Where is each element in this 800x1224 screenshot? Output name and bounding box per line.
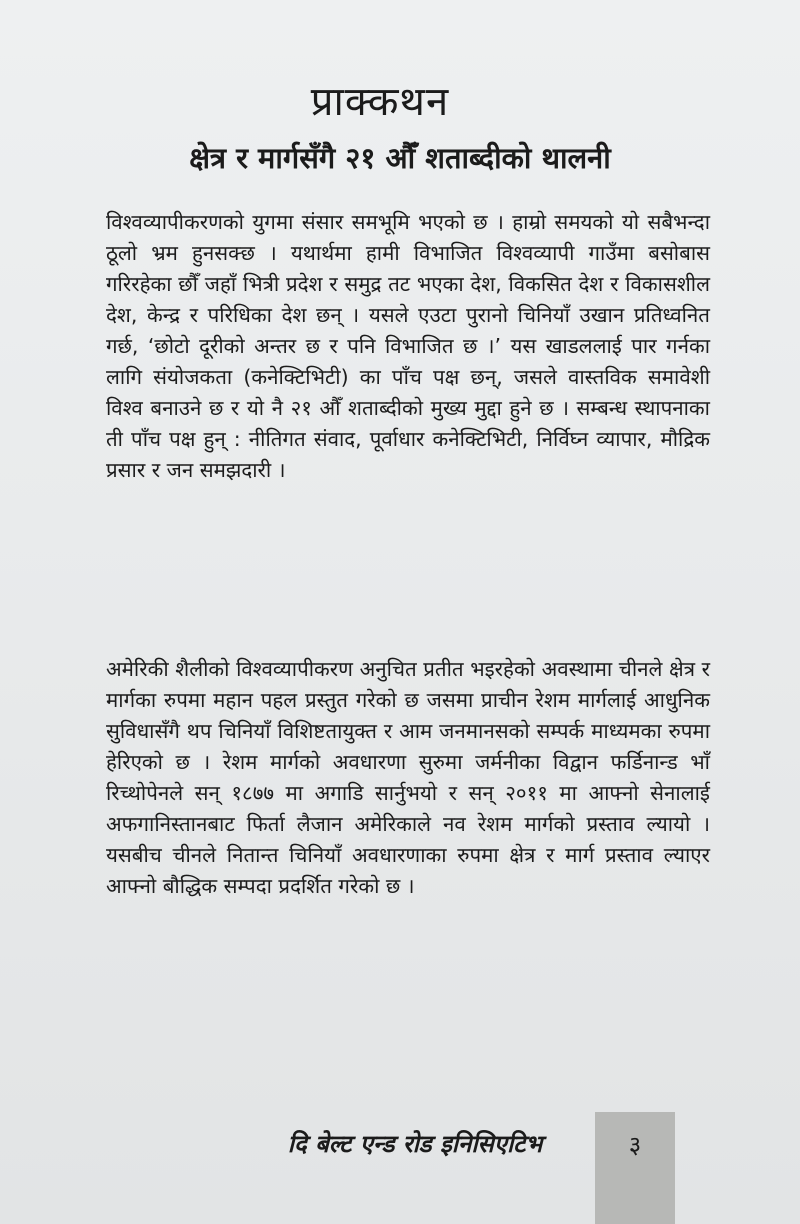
page-title: प्राक्कथन bbox=[310, 79, 450, 125]
page-number-box bbox=[595, 1112, 675, 1224]
running-footer-title: दि बेल्ट एन्ड रोड इनिसिएटिभ bbox=[287, 1130, 543, 1158]
page-number: ३ bbox=[628, 1131, 642, 1159]
paragraph-1: विश्वव्यापीकरणको युगमा संसार समभूमि भएको छ । हाम्रो समयको यो सबैभन्दा ठूलो भ्रम हुनसक्छ । यथार्थमा हामी विभाजित विश्वव्यापी गाउँमा बसोबास गरिरहेका छौँ जहाँ भित्री प्रदेश र समुद्र तट भएका देश, विकसित देश र विकासशील देश, केन्द्र र परिधिका देश छन् । यसले एउटा पुरानो चिनियाँ उखान प्रतिध्वनित गर्छ, ‘छोटो दूरीको अन्तर छ र पनि विभाजित छ ।’ यस खाडललाई पार गर्नका लागि संयोजकता (कनेक्टिभिटी) का पाँच पक्ष छन्, जसले वास्तविक समावेशी विश्व बनाउने छ र यो नै २१ औँ शताब्दीको मुख्य मुद्दा हुने छ । सम्बन्ध स्थापनाका ती पाँच पक्ष हुन् : नीतिगत संवाद, पूर्वाधार कनेक्टिभिटी, निर्विघ्न व्यापार, मौद्रिक प्रसार र जन समझदारी । bbox=[106, 210, 710, 482]
paragraph-2: अमेरिकी शैलीको विश्वव्यापीकरण अनुचित प्रतीत भइरहेको अवस्थामा चीनले क्षेत्र र मार्गका रुपमा महान पहल प्रस्तुत गरेको छ जसमा प्राचीन रेशम मार्गलाई आधुनिक सुविधासँगै थप चिनियाँ विशिष्टतायुक्त र आम जनमानसको सम्पर्क माध्यमका रुपमा हेरिएको छ । रेशम मार्गको अवधारणा सुरुमा जर्मनीका विद्वान फर्डिनान्ड भाँ रिच्थोपेनले सन् १८७७ मा अगाडि सार्नुभयो र सन् २०११ मा आफ्नो सेनालाई अफगानिस्तानबाट फिर्ता लैजान अमेरिकाले नव रेशम मार्गको प्रस्ताव ल्यायो । यसबीच चीनले नितान्त चिनियाँ अवधारणाका रुपमा क्षेत्र र मार्ग प्रस्ताव ल्याएर आफ्नो बौद्धिक सम्पदा प्रदर्शित गरेको छ । bbox=[106, 657, 710, 898]
page-subtitle: क्षेत्र र मार्गसँगै २१ औँ शताब्दीको थालनी bbox=[189, 141, 611, 175]
